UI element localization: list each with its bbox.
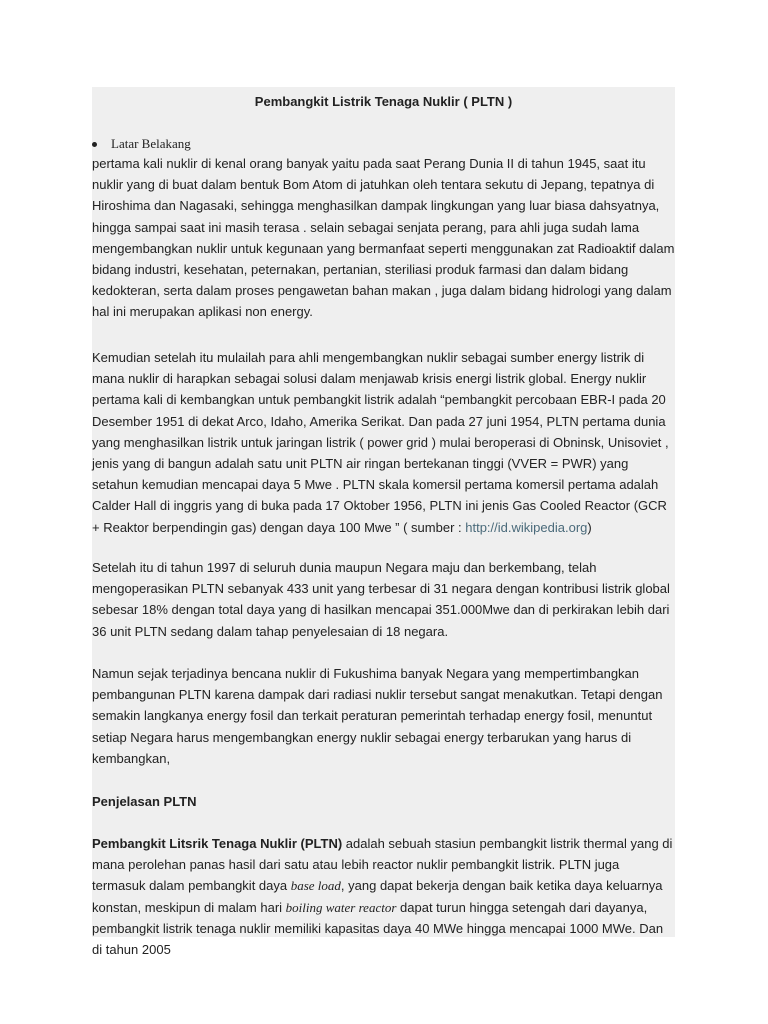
source-link[interactable]: http://id.wikipedia.org	[465, 519, 588, 535]
paragraph-5	[92, 833, 675, 960]
document-title: Pembangkit Listrik Tenaga Nuklir ( PLTN )	[254, 94, 513, 109]
paragraph-5-part-b: , yang dapat bekerja dengan baik ketika daya keluarnya konstan, meskipun di malam hari	[92, 878, 663, 915]
paragraph-3: Setelah itu di tahun 1997 di seluruh dunia maupun Negara maju dan berkembang, telah mengoperasikan PLTN sebanyak 433 unit yang terbesar di 31 negara dengan kontribusi listrik global sebesar 18% dengan total daya yang di hasilkan mencapai 351.000Mwe dan di perkirakan lebih dari 36 unit PLTN sedang dalam tahap penyelesaian di 18 negara.	[92, 560, 670, 639]
bullet-label: Latar Belakang	[111, 136, 191, 151]
bullet-item-latar-belakang	[92, 135, 675, 153]
paragraph-1: pertama kali nuklir di kenal orang banyak yaitu pada saat Perang Dunia II di tahun 1945, saat itu nuklir yang di buat dalam bentuk Bom Atom di jatuhkan oleh tentara sekutu di Jepang, tepatnya di Hiroshima dan Nagasaki, sehingga menghasilkan dampak lingkungan yang luar biasa dahsyatnya, hingga sampai saat ini masih terasa . selain sebagai senjata perang, para ahli juga sudah lama mengembangkan nuklir untuk kegunaan yang bermanfaat seperti menggunakan zat Radioaktif dalam bidang industri, kesehatan, peternakan, pertanian, steriliasi produk farmasi dan dalam bidang kedokteran, serta dalam proses pengawetan bahan makan , juga dalam bidang hidrologi yang dalam hal ini merupakan aplikasi non energy.	[92, 156, 675, 320]
paragraph-5-italic-bwr: boiling water reactor	[285, 899, 397, 915]
paragraph-5-part-a: adalah sebuah stasiun pembangkit listrik thermal yang di mana perolehan panas hasil dari satu atau lebih reactor nuklir pembangkit listrik. PLTN juga termasuk dalam pembangkit daya	[92, 836, 673, 894]
paragraph-2-end: )	[587, 519, 592, 535]
paragraph-5-part-c: dapat turun hingga setengah dari dayanya, pembangkit listrik tenaga nuklir memiliki kapasitas daya 40 MWe hingga mencapai 1000 MWe. Dan di tahun 2005	[92, 899, 664, 958]
bullet-icon	[92, 142, 97, 147]
paragraph-5-bold-term: Pembangkit Litsrik Tenaga Nuklir (PLTN)	[92, 836, 343, 851]
paragraph-2-text: Kemudian setelah itu mulailah para ahli mengembangkan nuklir sebagai sumber energy listrik di mana nuklir di harapkan sebagai solusi dalam menjawab krisis energi listrik global. Energy nuklir pertama kali di kembangkan untuk pembangkit listrik adalah “pembangkit percobaan EBR-I pada 20 Desember 1951 di dekat Arco, Idaho, Amerika Serikat. Dan pada 27 juni 1954, PLTN pertama dunia yang menghasilkan listrik untuk jaringan listrik ( power grid ) mulai beroperasi di Obninsk, Unisoviet , jenis yang di bangun adalah satu unit PLTN air ringan bertekanan tinggi (VVER = PWR) yang setahun kemudian mencapai daya 5 Mwe . PLTN skala komersil pertama komersil pertama adalah Calder Hall di inggris yang di buka pada 17 Oktober 1956, PLTN ini jenis Gas Cooled Reactor (GCR + Reaktor berpendingin gas) dengan daya 100 Mwe ” ( sumber :	[92, 350, 669, 535]
paragraph-5-italic-base-load: base load	[290, 878, 341, 894]
paragraph-4: Namun sejak terjadinya bencana nuklir di Fukushima banyak Negara yang mempertimbangkan pembangunan PLTN karena dampak dari radiasi nuklir tersebut sangat menakutkan. Tetapi dengan semakin langkanya energy fosil dan terkait peraturan pemerintah terhadap energy fosil, menuntut setiap Negara harus mengembangkan energy nuklir sebagai energy terbarukan yang harus di kembangkan,	[92, 666, 663, 766]
paragraph-2	[92, 347, 675, 538]
section-heading-penjelasan: Penjelasan PLTN	[92, 794, 197, 809]
